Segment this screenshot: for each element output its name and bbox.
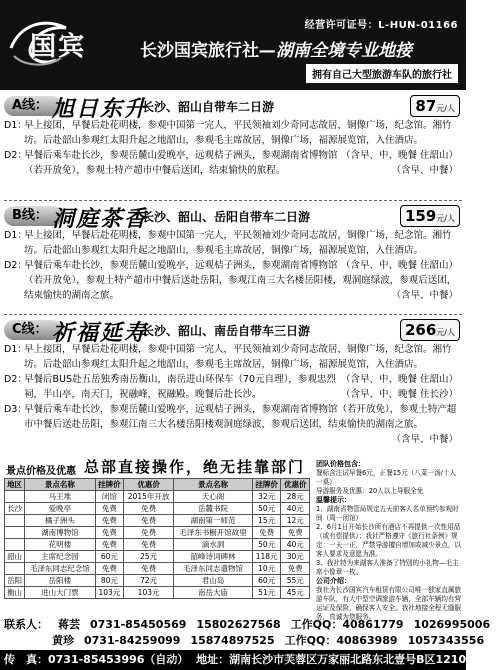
price-value: 159 <box>404 207 437 225</box>
company-title <box>140 36 412 61</box>
col-header: 优惠价 <box>124 479 174 491</box>
day-label: D2： <box>4 150 27 161</box>
route-price <box>400 205 460 227</box>
day-meal: （含早、中、晚餐 住韶山） <box>340 260 458 271</box>
col-header: 景点名称 <box>25 479 95 491</box>
route-day <box>4 258 462 303</box>
table-cell: 30元 <box>281 551 310 563</box>
table-cell: 免费 <box>95 527 124 539</box>
day-label: D3： <box>4 404 27 415</box>
route-b <box>4 202 462 303</box>
table-caption: 景点价格及优惠 <box>6 466 76 477</box>
col-header: 挂牌价 <box>252 479 281 491</box>
table-cell: 岳阳 <box>5 575 25 587</box>
table-cell: 免费 <box>281 563 310 575</box>
table-cell <box>5 515 25 527</box>
table-cell: 花明楼 <box>25 539 95 551</box>
contact-name: 蒋芸 <box>58 618 80 631</box>
col-header: 景点名称 <box>174 479 253 491</box>
contact-row <box>4 616 500 632</box>
day-label: D2： <box>4 260 27 271</box>
table-cell: 天心阁 <box>174 491 253 503</box>
contact-name: 黄珍 <box>52 634 74 647</box>
table-row <box>5 539 310 551</box>
bottom-section <box>4 456 462 621</box>
route-desc: 长沙、韶山自带车二日游 <box>142 100 275 114</box>
route-day <box>4 148 462 178</box>
table-header <box>4 456 312 478</box>
table-cell: 免费 <box>95 539 124 551</box>
day-label: D1： <box>4 120 27 131</box>
route-header <box>4 316 462 346</box>
table-cell: 80元 <box>95 575 124 587</box>
table-cell: 50元 <box>252 503 281 515</box>
fax-address-bar <box>0 650 478 670</box>
table-cell: 韶山 <box>5 551 25 563</box>
address-text: 湖南长沙市芙蓉区万家丽北路东北壹号B区1210室 <box>229 653 478 666</box>
table-cell <box>5 539 25 551</box>
table-cell: 免费 <box>124 563 174 575</box>
table-cell: 10元 <box>252 563 281 575</box>
table-cell: 55元 <box>281 575 310 587</box>
table-row <box>5 515 310 527</box>
price-unit: 元/人 <box>436 328 455 337</box>
contact-phone: 0731-85450569 <box>90 618 187 631</box>
table-cell: 爱晚亭 <box>25 503 95 515</box>
route-desc: 长沙、韶山、岳阳自带车二日游 <box>142 210 311 224</box>
table-slogan: 总部直接操作，绝无挂靠部门 <box>84 458 306 476</box>
notes-item: 3、我社特为来湖客人准备了特别的小礼物—毛主席小像章一枚。 <box>316 559 459 576</box>
day-label: D2： <box>4 374 27 385</box>
contact-label: 联系人： <box>4 618 48 631</box>
company-name: 长沙国宾旅行社 <box>140 41 259 61</box>
table-cell: 25元 <box>124 551 174 563</box>
contact-section <box>0 612 491 670</box>
table-cell: 主席纪念园 <box>25 551 95 563</box>
day-meal: （含早、中、晚餐 住长沙） <box>340 389 458 400</box>
day-label: D1： <box>4 344 27 355</box>
table-cell: 免费 <box>124 527 174 539</box>
col-header: 优惠价 <box>281 479 310 491</box>
table-cell: 马王堆 <box>25 491 95 503</box>
logo-text: 国宾 <box>30 32 87 62</box>
day-text: 早餐后BUS赴五岳独秀南岳衡山，南岳进山环保车（70元自理），参观忠烈祠，半山亭，南天门，祝融峰，祝融殿。晚餐后赴长沙。 <box>24 374 336 400</box>
day-meal: （含早、中餐） <box>391 434 458 445</box>
price-value: 87 <box>415 97 437 115</box>
day-text: 早餐后乘车赴长沙，参观岳麓山爱晚亭，远观桔子洲头，参观湖南省博物馆（若开放免），参观土特产超市中餐后送团，结束愉快的旅程。 <box>24 150 338 176</box>
contact-qq: 40861779 <box>342 618 404 631</box>
license-number: 经营许可证号：L-HUN-01166 <box>304 20 458 31</box>
fax-label: 传 真： <box>4 653 48 666</box>
table-cell: 长沙 <box>5 503 25 515</box>
route-desc: 长沙、韶山、南岳自带车三日游 <box>142 324 311 338</box>
table-row <box>5 527 310 539</box>
day-text: 早餐后乘车赴长沙，参观岳麓山爱晚亭，远观桔子洲头，参观湖南省博物馆（若开放免），参观土特产超市中餐后送赴岳阳，参观江南三大名楼岳阳楼，观洞庭绿波，参观后送团，结束愉快的湖南之旅。 <box>24 260 457 301</box>
table-cell: 滴水洞 <box>174 539 253 551</box>
day-label: D1： <box>4 230 27 241</box>
day-text: 早上接团，早餐后赴花明楼，参观中国第一完人，平民领袖刘少奇同志故居，铜像广场，纪念馆。湘竹坊。后赴韶山参观红太阳升起之地韶山，参观毛主席故居，铜像广场，福源展览馆，入住酒店。 <box>24 230 452 256</box>
table-cell: 60元 <box>95 551 124 563</box>
table-cell: 君山岛 <box>174 575 253 587</box>
divider <box>4 200 462 201</box>
table-cell: 进山大门票 <box>25 587 95 599</box>
table-cell: 湖南博物馆 <box>25 527 95 539</box>
route-day <box>4 372 462 402</box>
table-cell: 湖南第一师范 <box>174 515 253 527</box>
address-label: 地址： <box>196 653 230 666</box>
day-text: 早餐后乘车赴长沙，参观岳麓山爱晚亭，远观桔子洲头，参观湖南省博物馆（若开放免），参观土特产超市中餐后送赴岳阳，参观江南三大名楼岳阳楼观洞庭绿波，参观后送团，结束愉快的湖南之旅。 <box>24 404 457 430</box>
contact-mobile: 15802627568 <box>196 618 281 631</box>
table-cell: 103元 <box>95 587 124 599</box>
table-cell: 免费 <box>124 503 174 515</box>
table-cell: 2015年开放 <box>124 491 174 503</box>
table-cell: 免费 <box>95 503 124 515</box>
route-price <box>400 319 460 341</box>
table-cell: 40元 <box>281 539 310 551</box>
day-meal: （含早、中餐） <box>391 165 458 176</box>
table-cell: 衡山 <box>5 587 25 599</box>
notes-text: 导游服务及优惠：20人以上导服全免 <box>316 487 424 495</box>
day-meal: （含早、中、晚餐 住韶山） <box>340 150 458 161</box>
contact-qq2: 1057343556 <box>407 634 485 647</box>
price-unit: 元/人 <box>436 214 455 223</box>
qq-label: 工作QQ： <box>284 634 337 647</box>
table-row <box>5 503 310 515</box>
fax-number: 0731-85453996（自动） <box>48 653 189 666</box>
notes-title: 团队价格包含： <box>316 460 365 468</box>
table-cell: 32元 <box>252 491 281 503</box>
table-cell <box>5 563 25 575</box>
company-slogan: 拥有自己大型旅游车队的旅行社 <box>306 64 458 83</box>
table-cell: 72元 <box>124 575 174 587</box>
table-header-row <box>5 479 310 491</box>
company-tagline: —湖南全境专业地接 <box>259 41 412 61</box>
table-cell: 岳阳楼 <box>25 575 95 587</box>
table-cell: 免费 <box>281 527 310 539</box>
notes-title: 温馨提示： <box>316 496 351 504</box>
route-name: 洞庭茶香 <box>52 206 149 232</box>
notes-panel <box>316 460 462 622</box>
table-cell: 免费 <box>252 527 281 539</box>
table-row <box>5 587 310 599</box>
contact-phone: 0731-84259099 <box>84 634 181 647</box>
route-name: 旭日东升 <box>52 96 149 122</box>
route-badge: B线： <box>4 206 62 226</box>
contact-row <box>52 632 494 648</box>
price-value: 266 <box>404 321 437 339</box>
table-cell: 岳麓书院 <box>174 503 253 515</box>
header-banner <box>0 0 466 90</box>
col-header: 挂牌价 <box>95 479 124 491</box>
table-cell: 免费 <box>95 515 124 527</box>
table-row <box>5 551 310 563</box>
route-badge: A线： <box>4 96 62 116</box>
route-day <box>4 402 462 445</box>
contact-mobile: 15874897525 <box>190 634 275 647</box>
table-cell: 50元 <box>252 539 281 551</box>
table-row <box>5 491 310 503</box>
route-header <box>4 92 462 122</box>
table-cell: 免费 <box>95 563 124 575</box>
table-cell: 103元 <box>124 587 174 599</box>
notes-title: 公司介绍： <box>316 577 351 585</box>
contact-qq: 40863989 <box>336 634 398 647</box>
table-cell: 免费 <box>124 539 174 551</box>
route-a <box>4 92 462 178</box>
table-row <box>5 575 310 587</box>
route-header <box>4 202 462 232</box>
notes-item: 2、6月1日开始长沙所有酒店不再提供一次性用品（或有偿提供）；我社严格遵守《旅行社条例》规定：一天一正，严禁导游擅自增加或减少景点，以客人要求及意愿为准。 <box>316 523 462 558</box>
table-cell: 15元 <box>252 515 281 527</box>
table-cell: 51元 <box>252 587 281 599</box>
route-c <box>4 316 462 447</box>
table-cell: 免费 <box>124 515 174 527</box>
table-cell: 毛泽东同志遗物馆 <box>174 563 253 575</box>
table-row <box>5 563 310 575</box>
table-cell: 毛泽东同志纪念馆 <box>25 563 95 575</box>
table-cell: 闭馆 <box>95 491 124 503</box>
price-unit: 元/人 <box>436 104 455 113</box>
table-cell: 12元 <box>281 515 310 527</box>
table-cell: 60元 <box>252 575 281 587</box>
table-cell: 南岳大庙 <box>174 587 253 599</box>
day-meal: （含早、中餐） <box>391 290 458 301</box>
table-cell: 40元 <box>281 503 310 515</box>
notes-text: 我社为长沙国宾汽车租赁有限公司唯一独家直属旅游车队，有大中型空调旅游车辆，全部车辆均有营运证及保险，确保客人安全。我社地接全程无缝服务，真诚为您服务。 <box>316 586 462 621</box>
qq-label: 工作QQ： <box>290 618 343 631</box>
table-cell <box>5 491 25 503</box>
table-cell: 28元 <box>281 491 310 503</box>
notes-item: 1、湖南省物管局规定五天前客人名单预约参观时间（周一闭馆） <box>316 505 459 522</box>
table-cell: 橘子洲头 <box>25 515 95 527</box>
day-text: 早上接团，早餐后赴花明楼，参观中国第一完人，平民领袖刘少奇同志故居，铜像广场，纪念馆。湘竹坊。后赴韶山参观红太阳升起之地韶山，参观毛主席故居，铜像广场，福源展览馆，入住酒店。 <box>24 120 452 146</box>
table-cell: 韶峰诗词碑林 <box>174 551 253 563</box>
day-meal: （含早、中、晚餐 住韶山） <box>340 374 458 385</box>
divider <box>4 314 462 315</box>
price-table <box>4 478 310 599</box>
route-price <box>410 95 460 117</box>
route-badge: C线： <box>4 320 62 340</box>
contact-qq2: 1026995006 <box>413 618 491 631</box>
table-cell: 毛泽东书橱开馆故里 <box>174 527 253 539</box>
notes-text: 餐标含注试早餐6元，正餐15元（八菜一汤/十人一桌） <box>316 469 457 486</box>
col-header: 地区 <box>5 479 25 491</box>
table-cell <box>5 527 25 539</box>
table-cell: 45元 <box>281 587 310 599</box>
route-name: 祈福延寿 <box>52 320 149 346</box>
day-text: 早上接团，早餐后赴花明楼，参观中国第一完人，平民领袖刘少奇同志故居，铜像广场，纪念馆。湘竹坊。后赴韶山参观红太阳升起之地韶山，参观毛主席故居，铜像广场，福源展览馆，入住酒店。 <box>24 344 452 370</box>
table-cell: 118元 <box>252 551 281 563</box>
